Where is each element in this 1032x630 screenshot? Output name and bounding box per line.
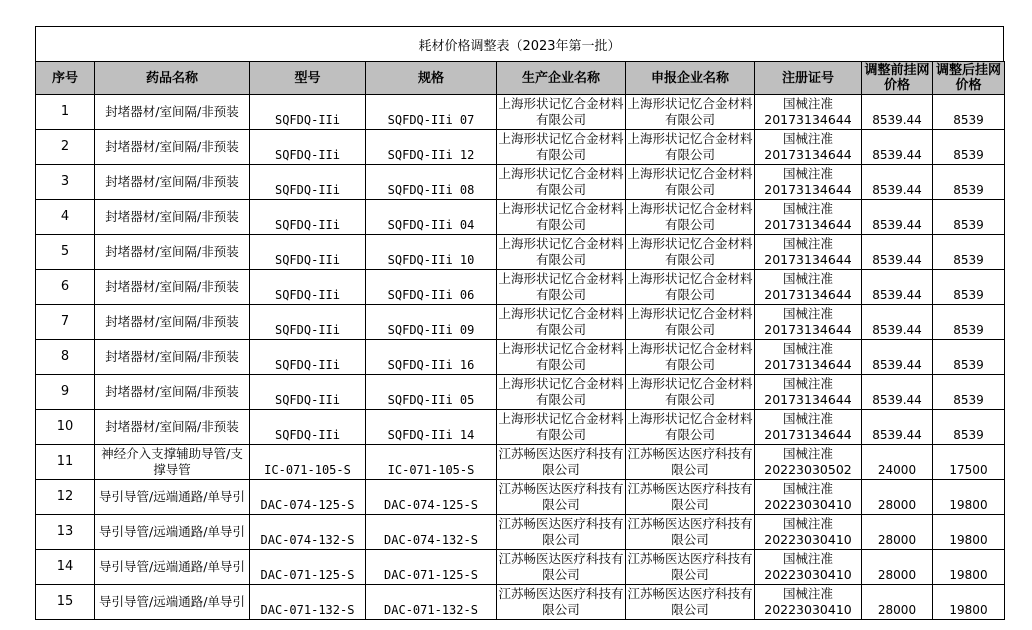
table-row	[36, 305, 1005, 340]
table-row	[36, 165, 1005, 200]
registration-prefix: 国械注准	[782, 481, 833, 496]
price-after-cell: 8539	[933, 95, 1005, 130]
drug-name-cell: 封堵器材/室间隔/非预装	[95, 130, 250, 165]
manufacturer-cell: 上海形状记忆合金材料有限公司	[497, 410, 626, 445]
registration-cell	[755, 550, 862, 585]
model-cell: SQFDQ-IIi	[250, 95, 366, 130]
spec-cell: DAC-074-132-S	[366, 515, 497, 550]
price-table	[35, 61, 1005, 620]
applicant-cell: 上海形状记忆合金材料有限公司	[626, 235, 755, 270]
table-header-row	[36, 62, 1005, 95]
table-row	[36, 130, 1005, 165]
registration-prefix: 国械注准	[782, 551, 833, 566]
price-before-cell: 8539.44	[862, 95, 933, 130]
applicant-cell: 上海形状记忆合金材料有限公司	[626, 410, 755, 445]
registration-number: 20173134644	[764, 322, 852, 337]
model-cell: SQFDQ-IIi	[250, 165, 366, 200]
registration-cell	[755, 130, 862, 165]
row-index: 10	[36, 410, 95, 445]
drug-name-cell: 封堵器材/室间隔/非预装	[95, 235, 250, 270]
spec-cell: DAC-074-125-S	[366, 480, 497, 515]
price-before-cell: 28000	[862, 515, 933, 550]
drug-name-cell: 封堵器材/室间隔/非预装	[95, 165, 250, 200]
registration-number: 20173134644	[764, 252, 852, 267]
price-after-cell: 17500	[933, 445, 1005, 480]
price-before-cell: 8539.44	[862, 305, 933, 340]
registration-number: 20223030410	[764, 532, 852, 547]
price-before-cell: 8539.44	[862, 130, 933, 165]
registration-cell	[755, 235, 862, 270]
price-before-cell: 8539.44	[862, 235, 933, 270]
drug-name-cell: 神经介入支撑辅助导管/支撑导管	[95, 445, 250, 480]
registration-prefix: 国械注准	[782, 411, 833, 426]
price-before-cell: 8539.44	[862, 270, 933, 305]
table-row	[36, 375, 1005, 410]
registration-prefix: 国械注准	[782, 236, 833, 251]
applicant-cell: 江苏畅医达医疗科技有限公司	[626, 515, 755, 550]
applicant-cell: 江苏畅医达医疗科技有限公司	[626, 445, 755, 480]
registration-cell	[755, 585, 862, 620]
row-index: 12	[36, 480, 95, 515]
manufacturer-cell: 上海形状记忆合金材料有限公司	[497, 95, 626, 130]
manufacturer-cell: 上海形状记忆合金材料有限公司	[497, 165, 626, 200]
spec-cell: SQFDQ-IIi 14	[366, 410, 497, 445]
spec-cell: SQFDQ-IIi 12	[366, 130, 497, 165]
row-index: 11	[36, 445, 95, 480]
drug-name-cell: 导引导管/远端通路/单导引	[95, 480, 250, 515]
manufacturer-cell: 上海形状记忆合金材料有限公司	[497, 200, 626, 235]
applicant-cell: 江苏畅医达医疗科技有限公司	[626, 585, 755, 620]
table-row	[36, 410, 1005, 445]
applicant-cell: 上海形状记忆合金材料有限公司	[626, 270, 755, 305]
spec-cell: SQFDQ-IIi 05	[366, 375, 497, 410]
header-price-after: 调整后挂网价格	[933, 62, 1005, 95]
registration-number: 20173134644	[764, 112, 852, 127]
price-after-cell: 19800	[933, 585, 1005, 620]
price-after-cell: 19800	[933, 480, 1005, 515]
price-after-cell: 8539	[933, 340, 1005, 375]
manufacturer-cell: 上海形状记忆合金材料有限公司	[497, 305, 626, 340]
drug-name-cell: 导引导管/远端通路/单导引	[95, 515, 250, 550]
drug-name-cell: 导引导管/远端通路/单导引	[95, 585, 250, 620]
price-after-cell: 8539	[933, 410, 1005, 445]
model-cell: SQFDQ-IIi	[250, 130, 366, 165]
price-after-cell: 8539	[933, 165, 1005, 200]
registration-prefix: 国械注准	[782, 131, 833, 146]
price-after-cell: 8539	[933, 305, 1005, 340]
applicant-cell: 上海形状记忆合金材料有限公司	[626, 130, 755, 165]
spec-cell: IC-071-105-S	[366, 445, 497, 480]
model-cell: SQFDQ-IIi	[250, 270, 366, 305]
drug-name-cell: 封堵器材/室间隔/非预装	[95, 410, 250, 445]
header-model: 型号	[250, 62, 366, 95]
registration-number: 20223030410	[764, 567, 852, 582]
registration-prefix: 国械注准	[782, 166, 833, 181]
registration-prefix: 国械注准	[782, 376, 833, 391]
registration-cell	[755, 515, 862, 550]
header-drug-name: 药品名称	[95, 62, 250, 95]
model-cell: SQFDQ-IIi	[250, 375, 366, 410]
registration-number: 20223030502	[764, 462, 852, 477]
registration-cell	[755, 270, 862, 305]
header-index: 序号	[36, 62, 95, 95]
registration-cell	[755, 340, 862, 375]
spec-cell: SQFDQ-IIi 16	[366, 340, 497, 375]
drug-name-cell: 导引导管/远端通路/单导引	[95, 550, 250, 585]
price-after-cell: 8539	[933, 200, 1005, 235]
registration-prefix: 国械注准	[782, 586, 833, 601]
model-cell: SQFDQ-IIi	[250, 235, 366, 270]
table-row	[36, 550, 1005, 585]
spec-cell: DAC-071-132-S	[366, 585, 497, 620]
registration-prefix: 国械注准	[782, 516, 833, 531]
table-row	[36, 270, 1005, 305]
registration-cell	[755, 480, 862, 515]
registration-cell	[755, 305, 862, 340]
registration-number: 20173134644	[764, 392, 852, 407]
table-row	[36, 95, 1005, 130]
drug-name-cell: 封堵器材/室间隔/非预装	[95, 200, 250, 235]
row-index: 4	[36, 200, 95, 235]
table-row	[36, 340, 1005, 375]
registration-number: 20173134644	[764, 147, 852, 162]
table-row	[36, 585, 1005, 620]
applicant-cell: 上海形状记忆合金材料有限公司	[626, 305, 755, 340]
row-index: 1	[36, 95, 95, 130]
drug-name-cell: 封堵器材/室间隔/非预装	[95, 270, 250, 305]
applicant-cell: 江苏畅医达医疗科技有限公司	[626, 480, 755, 515]
price-before-cell: 8539.44	[862, 340, 933, 375]
price-before-cell: 8539.44	[862, 200, 933, 235]
table-body	[36, 95, 1005, 620]
model-cell: SQFDQ-IIi	[250, 410, 366, 445]
row-index: 8	[36, 340, 95, 375]
model-cell: SQFDQ-IIi	[250, 200, 366, 235]
model-cell: DAC-071-125-S	[250, 550, 366, 585]
applicant-cell: 上海形状记忆合金材料有限公司	[626, 375, 755, 410]
table-row	[36, 515, 1005, 550]
manufacturer-cell: 上海形状记忆合金材料有限公司	[497, 235, 626, 270]
manufacturer-cell: 上海形状记忆合金材料有限公司	[497, 375, 626, 410]
price-before-cell: 8539.44	[862, 375, 933, 410]
header-price-before: 调整前挂网价格	[862, 62, 933, 95]
registration-number: 20173134644	[764, 217, 852, 232]
manufacturer-cell: 江苏畅医达医疗科技有限公司	[497, 515, 626, 550]
applicant-cell: 上海形状记忆合金材料有限公司	[626, 340, 755, 375]
price-after-cell: 8539	[933, 130, 1005, 165]
registration-number: 20223030410	[764, 497, 852, 512]
price-before-cell: 28000	[862, 585, 933, 620]
registration-prefix: 国械注准	[782, 446, 833, 461]
manufacturer-cell: 江苏畅医达医疗科技有限公司	[497, 480, 626, 515]
price-before-cell: 8539.44	[862, 165, 933, 200]
price-adjustment-sheet	[35, 26, 1004, 620]
manufacturer-cell: 江苏畅医达医疗科技有限公司	[497, 445, 626, 480]
header-applicant: 申报企业名称	[626, 62, 755, 95]
registration-prefix: 国械注准	[782, 271, 833, 286]
price-after-cell: 8539	[933, 375, 1005, 410]
registration-cell	[755, 445, 862, 480]
price-after-cell: 19800	[933, 515, 1005, 550]
row-index: 9	[36, 375, 95, 410]
registration-prefix: 国械注准	[782, 201, 833, 216]
registration-cell	[755, 375, 862, 410]
registration-number: 20173134644	[764, 357, 852, 372]
manufacturer-cell: 江苏畅医达医疗科技有限公司	[497, 585, 626, 620]
table-row	[36, 480, 1005, 515]
row-index: 5	[36, 235, 95, 270]
price-after-cell: 19800	[933, 550, 1005, 585]
model-cell: DAC-071-132-S	[250, 585, 366, 620]
drug-name-cell: 封堵器材/室间隔/非预装	[95, 95, 250, 130]
price-after-cell: 8539	[933, 270, 1005, 305]
drug-name-cell: 封堵器材/室间隔/非预装	[95, 375, 250, 410]
registration-number: 20173134644	[764, 427, 852, 442]
document-title: 耗材价格调整表（2023年第一批）	[35, 26, 1004, 61]
row-index: 15	[36, 585, 95, 620]
header-registration: 注册证号	[755, 62, 862, 95]
registration-prefix: 国械注准	[782, 341, 833, 356]
row-index: 6	[36, 270, 95, 305]
registration-number: 20173134644	[764, 182, 852, 197]
row-index: 13	[36, 515, 95, 550]
spec-cell: SQFDQ-IIi 09	[366, 305, 497, 340]
header-manufacturer: 生产企业名称	[497, 62, 626, 95]
registration-number: 20223030410	[764, 602, 852, 617]
spec-cell: SQFDQ-IIi 04	[366, 200, 497, 235]
spec-cell: DAC-071-125-S	[366, 550, 497, 585]
manufacturer-cell: 上海形状记忆合金材料有限公司	[497, 270, 626, 305]
row-index: 2	[36, 130, 95, 165]
applicant-cell: 上海形状记忆合金材料有限公司	[626, 95, 755, 130]
applicant-cell: 上海形状记忆合金材料有限公司	[626, 200, 755, 235]
registration-cell	[755, 165, 862, 200]
registration-cell	[755, 95, 862, 130]
price-before-cell: 28000	[862, 480, 933, 515]
model-cell: IC-071-105-S	[250, 445, 366, 480]
spec-cell: SQFDQ-IIi 06	[366, 270, 497, 305]
applicant-cell: 上海形状记忆合金材料有限公司	[626, 165, 755, 200]
manufacturer-cell: 江苏畅医达医疗科技有限公司	[497, 550, 626, 585]
spec-cell: SQFDQ-IIi 08	[366, 165, 497, 200]
model-cell: SQFDQ-IIi	[250, 305, 366, 340]
table-row	[36, 235, 1005, 270]
row-index: 14	[36, 550, 95, 585]
drug-name-cell: 封堵器材/室间隔/非预装	[95, 305, 250, 340]
header-spec: 规格	[366, 62, 497, 95]
drug-name-cell: 封堵器材/室间隔/非预装	[95, 340, 250, 375]
model-cell: DAC-074-125-S	[250, 480, 366, 515]
registration-prefix: 国械注准	[782, 96, 833, 111]
price-after-cell: 8539	[933, 235, 1005, 270]
registration-prefix: 国械注准	[782, 306, 833, 321]
manufacturer-cell: 上海形状记忆合金材料有限公司	[497, 130, 626, 165]
row-index: 3	[36, 165, 95, 200]
row-index: 7	[36, 305, 95, 340]
table-row	[36, 445, 1005, 480]
registration-cell	[755, 410, 862, 445]
spec-cell: SQFDQ-IIi 10	[366, 235, 497, 270]
registration-number: 20173134644	[764, 287, 852, 302]
spec-cell: SQFDQ-IIi 07	[366, 95, 497, 130]
price-before-cell: 28000	[862, 550, 933, 585]
model-cell: DAC-074-132-S	[250, 515, 366, 550]
table-row	[36, 200, 1005, 235]
applicant-cell: 江苏畅医达医疗科技有限公司	[626, 550, 755, 585]
model-cell: SQFDQ-IIi	[250, 340, 366, 375]
registration-cell	[755, 200, 862, 235]
manufacturer-cell: 上海形状记忆合金材料有限公司	[497, 340, 626, 375]
price-before-cell: 8539.44	[862, 410, 933, 445]
price-before-cell: 24000	[862, 445, 933, 480]
